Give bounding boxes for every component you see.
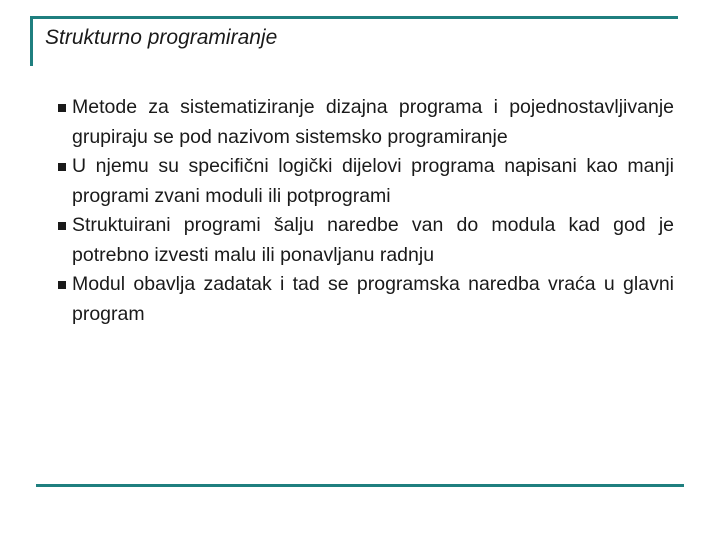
bottom-rule xyxy=(36,484,684,487)
title-frame-top-rule xyxy=(30,16,678,19)
bullet-list xyxy=(58,93,674,329)
square-bullet-icon xyxy=(58,281,66,289)
bullet-item xyxy=(58,152,674,211)
bullet-text: Modul obavlja zadatak i tad se programska naredba vraća u glavni program xyxy=(72,273,674,325)
square-bullet-icon xyxy=(58,104,66,112)
slide-title: Strukturno programiranje xyxy=(45,26,278,49)
bullet-text: Metode za sistematiziranje dizajna programa i pojednostavljivanje grupiraju se pod nazivom sistemsko programiranje xyxy=(72,96,674,148)
bullet-item xyxy=(58,270,674,329)
bullet-item xyxy=(58,93,674,152)
bullet-text: U njemu su specifični logički dijelovi programa napisani kao manji programi zvani moduli ili potprogrami xyxy=(72,155,674,207)
square-bullet-icon xyxy=(58,163,66,171)
title-frame-left-rule xyxy=(30,16,33,66)
square-bullet-icon xyxy=(58,222,66,230)
bullet-item xyxy=(58,211,674,270)
bullet-text: Struktuirani programi šalju naredbe van do modula kad god je potrebno izvesti malu ili ponavljanu radnju xyxy=(72,214,674,266)
